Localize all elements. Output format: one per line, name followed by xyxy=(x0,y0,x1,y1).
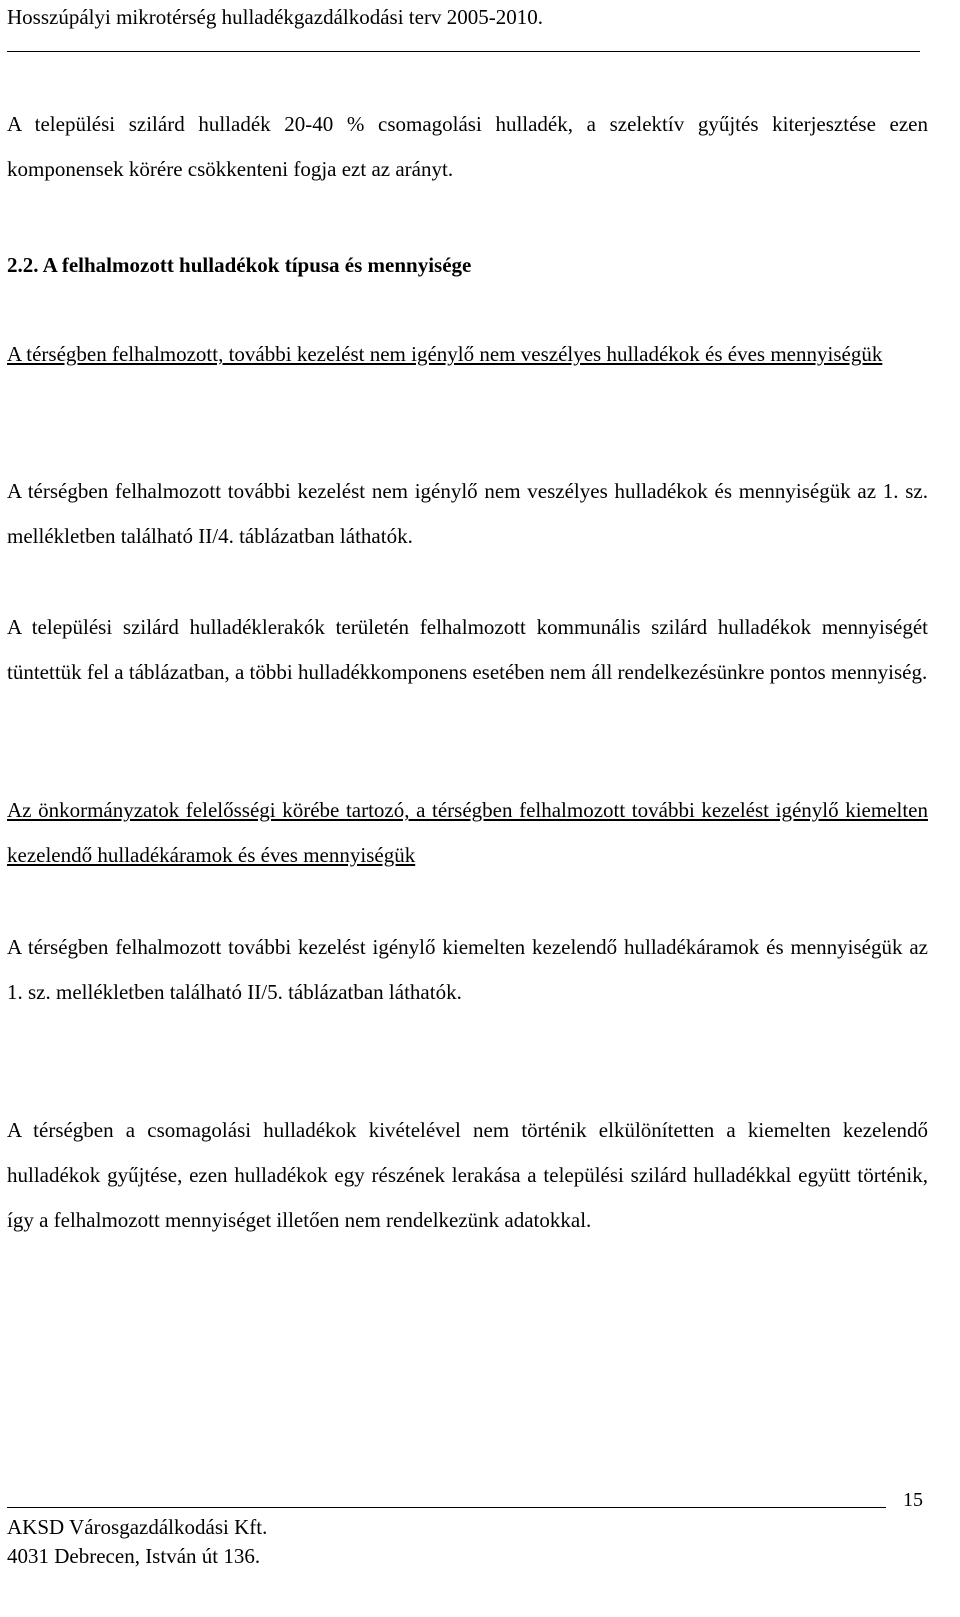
section-heading: 2.2. A felhalmozott hulladékok típusa és mennyisége xyxy=(7,253,472,277)
paragraph-non-hazardous-quantities: A térségben felhalmozott további kezelést nem igénylő nem veszélyes hulladékok és mennyiségük az 1. sz. mellékletben található II/4. táblázatban láthatók. xyxy=(7,479,928,548)
page-header-title: Hosszúpályi mikrotérség hulladékgazdálkodási terv 2005-2010. xyxy=(7,5,543,29)
footer-company: AKSD Városgazdálkodási Kft. xyxy=(7,1515,268,1539)
paragraph-intro: A települési szilárd hulladék 20-40 % csomagolási hulladék, a szelektív gyűjtés kiterjesztése ezen komponensek körére csökkenteni fogja ezt az arányt. xyxy=(7,112,928,181)
subheading-priority-waste-streams: Az önkormányzatok felelősségi körébe tartozó, a térségben felhalmozott további kezelést igénylő kiemelten kezelendő hulladékáramok és éves mennyiségük xyxy=(7,798,928,867)
paragraph-collection-note: A térségben a csomagolási hulladékok kivételével nem történik elkülönítetten a kiemelten kezelendő hulladékok gyűjtése, ezen hulladékok egy részének lerakása a települési szilárd hulladékkal együtt történik, így a felhalmozott mennyiséget illetően nem rendelkezünk adatokkal. xyxy=(7,1118,928,1232)
page-number: 15 xyxy=(903,1489,923,1511)
subheading-non-hazardous: A térségben felhalmozott, további kezelést nem igénylő nem veszélyes hulladékok és éves mennyiségük xyxy=(7,342,883,366)
footer-address: 4031 Debrecen, István út 136. xyxy=(7,1544,261,1568)
header-divider xyxy=(7,51,920,52)
paragraph-priority-waste-quantities: A térségben felhalmozott további kezelést igénylő kiemelten kezelendő hulladékáramok és mennyiségük az 1. sz. mellékletben található II/5. táblázatban láthatók. xyxy=(7,935,928,1004)
footer-divider xyxy=(7,1507,886,1508)
paragraph-landfill-quantities: A települési szilárd hulladéklerakók területén felhalmozott kommunális szilárd hulladékok mennyiségét tüntettük fel a táblázatban, a többi hulladékkomponens esetében nem áll rendelkezésünkre pontos mennyiség. xyxy=(7,615,928,684)
